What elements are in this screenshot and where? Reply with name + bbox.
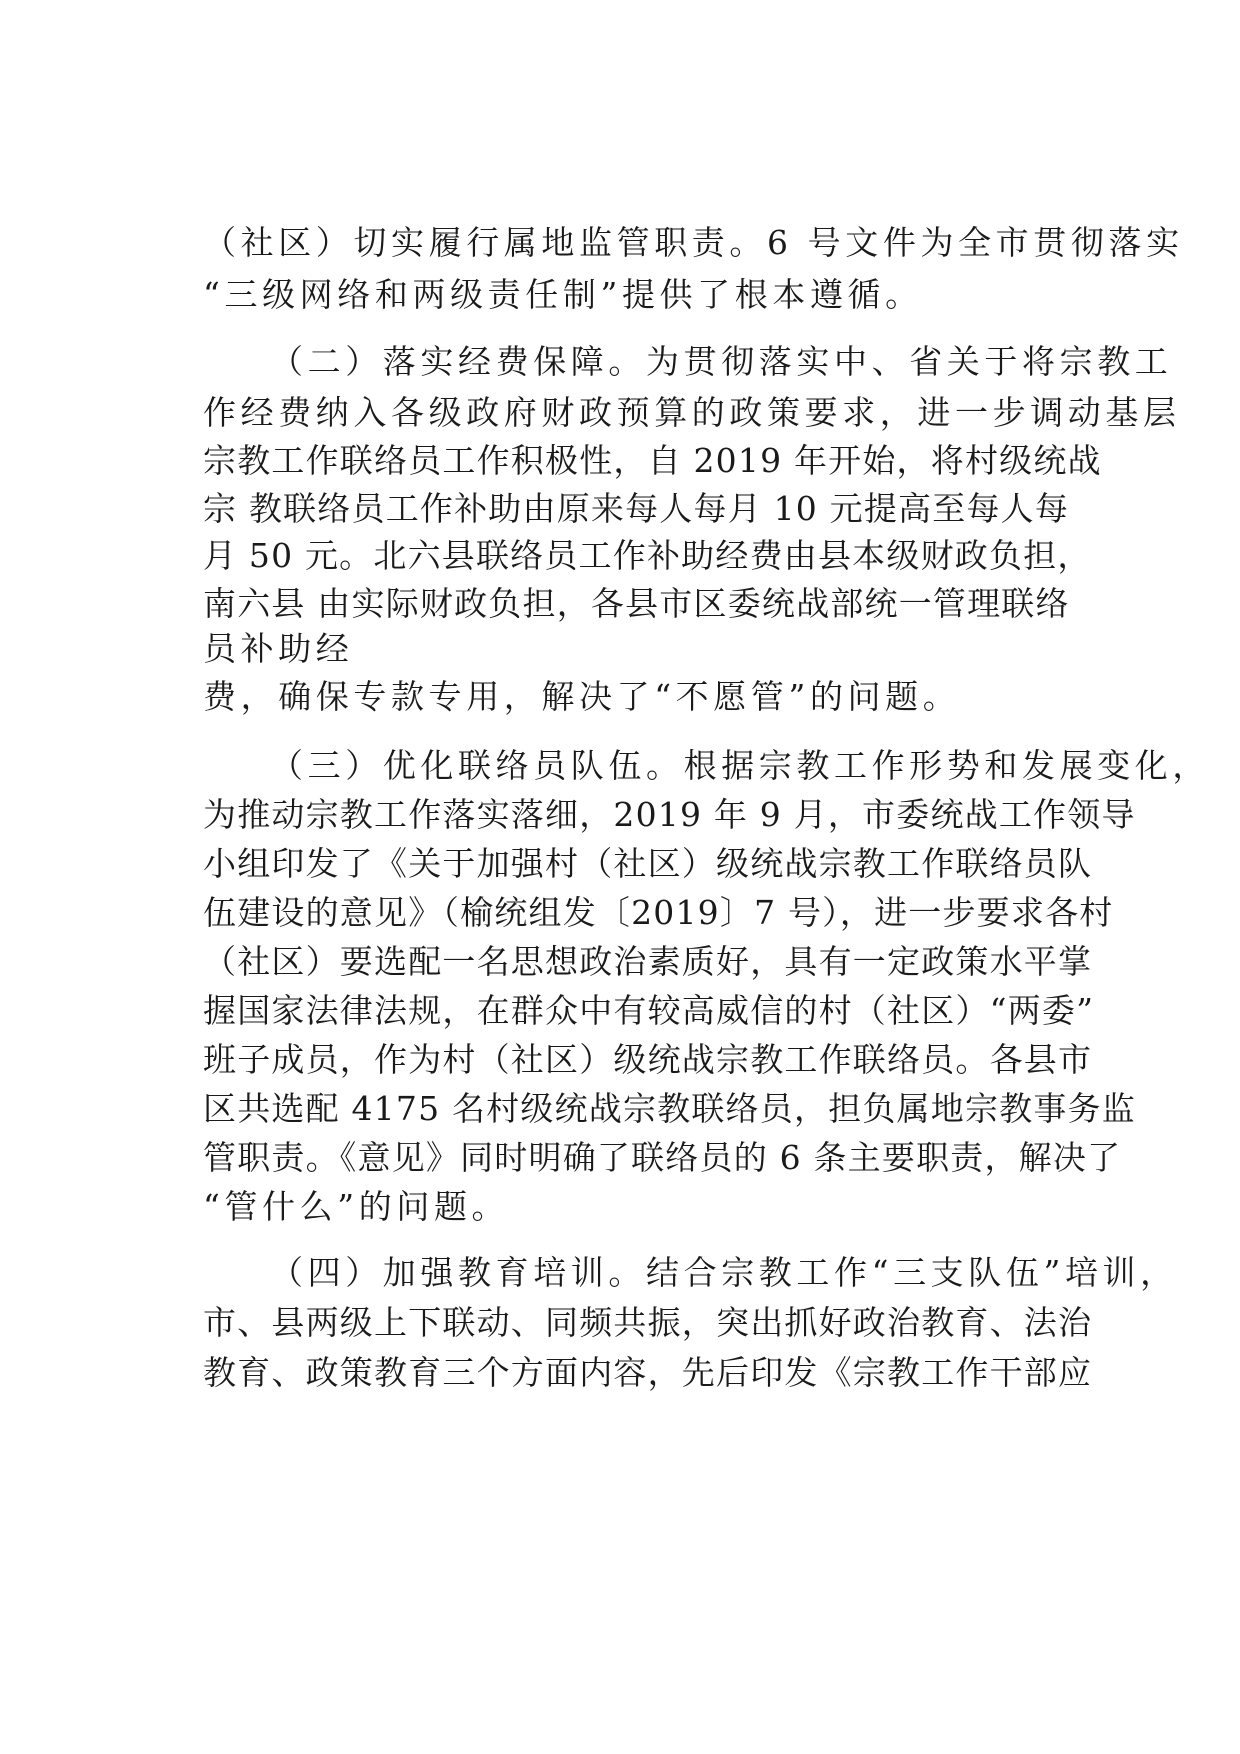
text-line: 区共选配 4175 名村级统战宗教联络员，担负属地宗教事务监 (203, 1089, 1136, 1128)
section-heading-line: （三）优化联络员队伍。根据宗教工作形势和发展变化， (270, 746, 1210, 785)
text-line: 作经费纳入各级政府财政预算的政策要求，进一步调动基层 (203, 393, 1181, 432)
text-line: 小组印发了《关于加强村（社区）级统战宗教工作联络员队 (203, 844, 1093, 883)
text-line: 伍建设的意见》（榆统组发〔2019〕7 号），进一步要求各村 (203, 893, 1114, 932)
text-line: “管什么”的问题。 (203, 1187, 510, 1226)
text-line: “三级网络和两级责任制”提供了根本遵循。 (203, 275, 923, 314)
text-line: （社区）切实履行属地监管职责。6 号文件为全市贯彻落实 (203, 223, 1184, 262)
text-line: 教育、政策教育三个方面内容，先后印发《宗教工作干部应 (203, 1353, 1093, 1392)
text-line: 员补助经 (203, 629, 354, 668)
text-line: 宗 教联络员工作补助由原来每人每月 10 元提高至每人每 (203, 489, 1070, 528)
text-line: 南六县 由实际财政负担，各县市区委统战部统一管理联络 (203, 584, 1070, 623)
section-heading-line: （四）加强教育培训。结合宗教工作“三支队伍”培训， (270, 1253, 1178, 1292)
text-line: 握国家法律法规，在群众中有较高威信的村（社区）“两委” (203, 991, 1095, 1030)
text-line: 月 50 元。北六县联络员工作补助经费由县本级财政负担， (203, 536, 1092, 575)
text-line: 为推动宗教工作落实落细，2019 年 9 月，市委统战工作领导 (203, 795, 1136, 834)
text-line: 管职责。《意见》同时明确了联络员的 6 条主要职责，解决了 (203, 1138, 1122, 1177)
text-line: 宗教工作联络员工作积极性，自 2019 年开始，将村级统战 (203, 441, 1102, 480)
text-line: 费，确保专款专用，解决了“不愿管”的问题。 (203, 677, 961, 716)
section-heading-line: （二）落实经费保障。为贯彻落实中、省关于将宗教工 (270, 342, 1173, 381)
text-line: （社区）要选配一名思想政治素质好，具有一定政策水平掌 (203, 942, 1093, 981)
text-line: 班子成员，作为村（社区）级统战宗教工作联络员。各县市 (203, 1040, 1093, 1079)
text-line: 市、县两级上下联动、同频共振，突出抓好政治教育、法治 (203, 1303, 1093, 1342)
